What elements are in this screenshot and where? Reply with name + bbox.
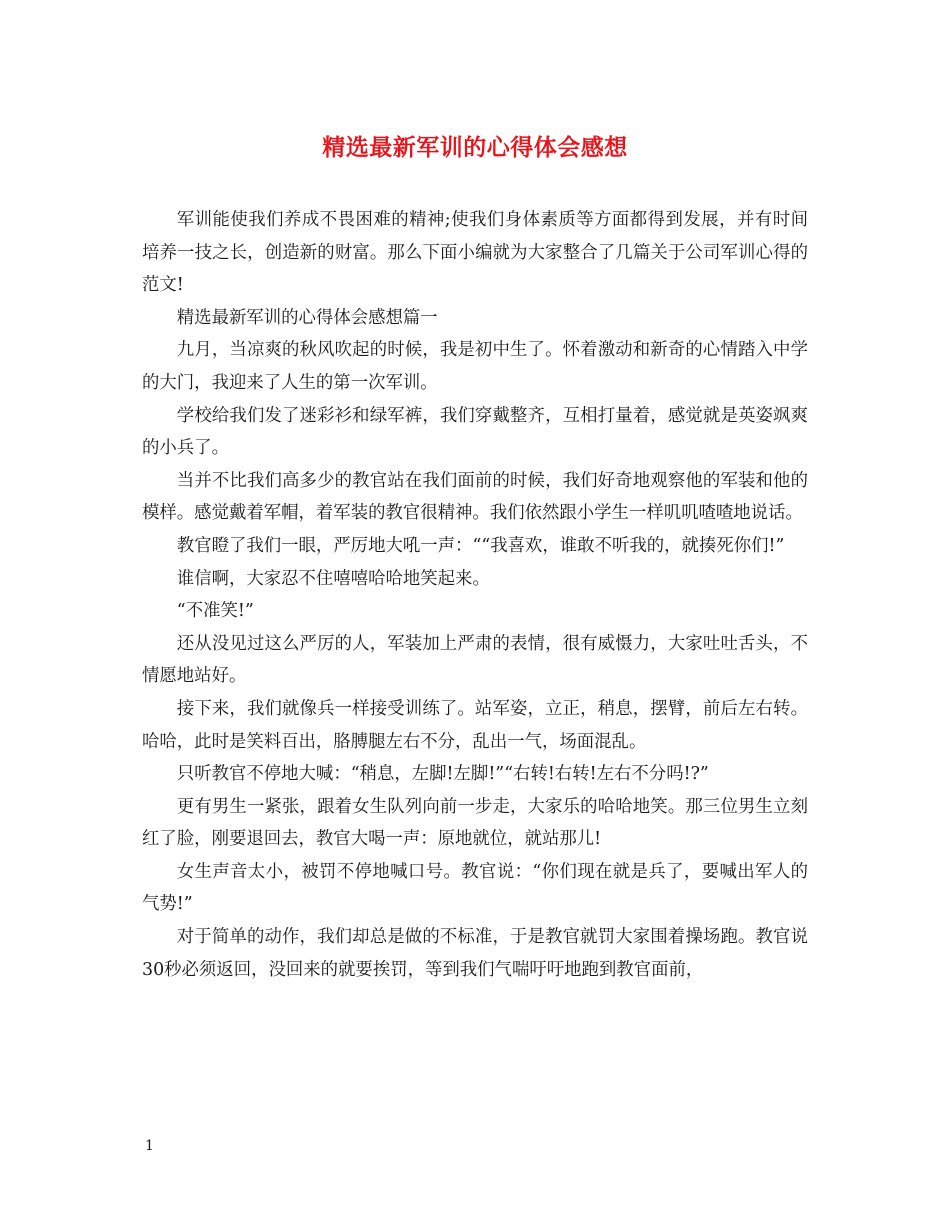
paragraph: 对于简单的动作，我们却总是做的不标准，于是教官就罚大家围着操场跑。教官说30秒必须返回，没回来的就要挨罚，等到我们气喘吁吁地跑到教官面前， bbox=[142, 927, 808, 980]
paragraph: 接下来，我们就像兵一样接受训练了。站军姿，立正，稍息，摆臂，前后左右转。哈哈，此时是笑料百出，胳膊腿左右不分，乱出一气，场面混乱。 bbox=[142, 698, 808, 752]
page-number: 1 bbox=[145, 1138, 154, 1154]
paragraph: 还从没见过这么严厉的人，军装加上严肃的表情，很有威慑力，大家吐吐舌头，不情愿地站好。 bbox=[142, 633, 808, 687]
paragraph: 女生声音太小，被罚不停地喊口号。教官说：“你们现在就是兵了，要喊出军人的气势!” bbox=[142, 861, 808, 915]
paragraph: 谁信啊，大家忍不住嘻嘻哈哈地笑起来。 bbox=[176, 568, 490, 589]
paragraph: 学校给我们发了迷彩衫和绿军裤，我们穿戴整齐，互相打量着，感觉就是英姿飒爽的小兵了。 bbox=[142, 405, 808, 459]
paragraph: 只听教官不停地大喊：“稍息，左脚!左脚!”“右转!右转!左右不分吗!?” bbox=[176, 764, 709, 785]
document-title: 精选最新军训的心得体会感想 bbox=[322, 134, 628, 161]
paragraph: 更有男生一紧张，跟着女生队列向前一步走，大家乐的哈哈地笑。那三位男生立刻红了脸，刚要退回去，教官大喝一声：原地就位，就站那儿! bbox=[142, 796, 808, 850]
section-heading: 精选最新军训的心得体会感想篇一 bbox=[176, 307, 438, 328]
paragraph: 当并不比我们高多少的教官站在我们面前的时候，我们好奇地观察他的军装和他的模样。感觉戴着军帽，着军装的教官很精神。我们依然跟小学生一样叽叽喳喳地说话。 bbox=[142, 470, 808, 524]
paragraph: “不准笑!” bbox=[176, 601, 254, 622]
document-body bbox=[142, 204, 808, 986]
paragraph-intro: 军训能使我们养成不畏困难的精神;使我们身体素质等方面都得到发展，并有时间培养一技之长，创造新的财富。那么下面小编就为大家整合了几篇关于公司军训心得的范文! bbox=[142, 210, 808, 296]
paragraph: 教官瞪了我们一眼，严厉地大吼一声：““我喜欢，谁敢不听我的，就揍死你们!” bbox=[176, 535, 785, 556]
paragraph: 九月，当凉爽的秋风吹起的时候，我是初中生了。怀着激动和新奇的心情踏入中学的大门，我迎来了人生的第一次军训。 bbox=[142, 340, 808, 393]
